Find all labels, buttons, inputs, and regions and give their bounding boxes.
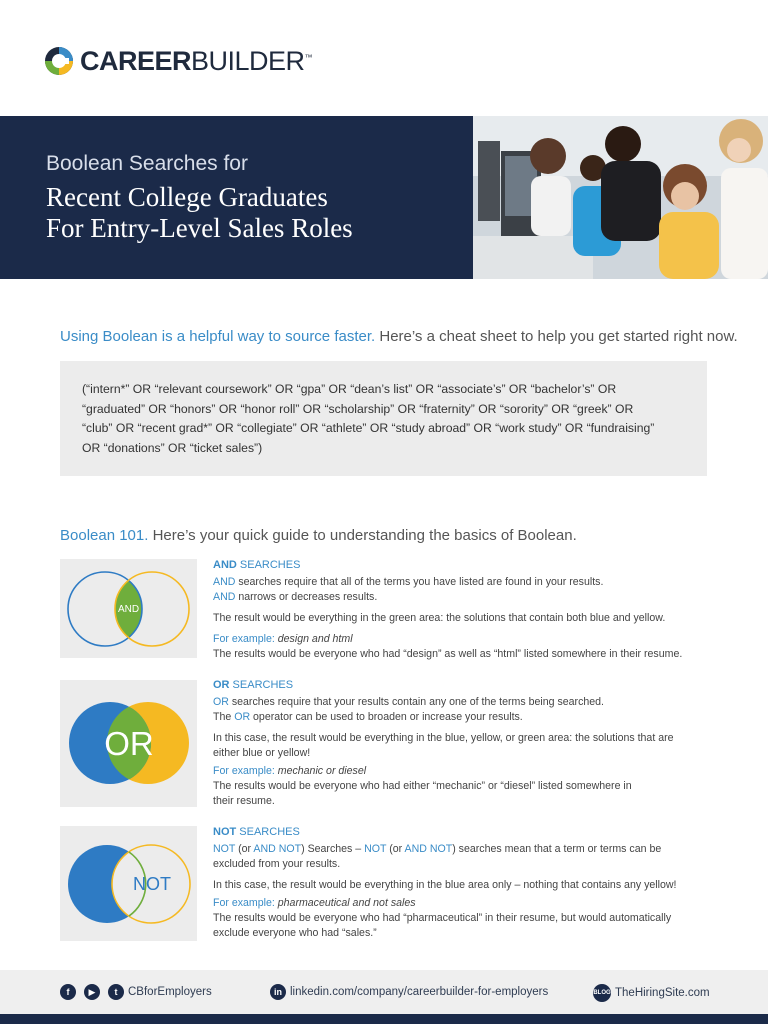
or-venn-diagram [60, 680, 197, 807]
or-section-heading: OR SEARCHES [213, 679, 294, 691]
or-p4-line1: The results would be everyone who had either “mechanic” or “diesel” listed somewhere in [213, 780, 632, 792]
boolean-string-box [60, 361, 707, 476]
and-venn-label: AND [117, 604, 140, 615]
linkedin-link-group [270, 984, 548, 1000]
or-p1: OR searches require that your results contain any one of the terms being searched. [213, 696, 605, 708]
and-p4: The results would be everyone who had “design” as well as “html” listed somewhere in their resume. [213, 648, 683, 660]
linkedin-link[interactable]: linkedin.com/company/careerbuilder-for-employers [290, 986, 549, 998]
and-section [213, 558, 713, 662]
and-p3: The result would be everything in the green area: the solutions that contain both blue and yellow. [213, 612, 666, 624]
not-section [213, 825, 713, 941]
social-links [60, 984, 212, 1000]
not-p4-line1: The results would be everyone who had “pharmaceutical” in their resume, but would automatically [213, 912, 672, 924]
boolean-string-line3: “club” OR “recent grad*” OR “collegiate” OR “athlete” OR “study abroad” OR “work study” OR “fundraising” [82, 421, 655, 435]
and-example: For example: design and html [213, 633, 353, 645]
blog-icon[interactable]: BLOG [593, 984, 611, 1002]
hero-title-line1: Recent College Graduates [46, 182, 328, 212]
twitter-icon[interactable]: t [108, 984, 124, 1000]
logo-wordmark: CAREERBUILDER™ [80, 45, 313, 76]
careerbuilder-logo[interactable] [44, 46, 312, 76]
not-section-heading: NOT SEARCHES [213, 826, 300, 838]
boolean-101-highlight: Boolean 101. [60, 527, 149, 544]
footer [0, 970, 768, 1014]
intro-highlight: Using Boolean is a helpful way to source faster. [60, 328, 376, 345]
and-venn-diagram [60, 559, 197, 658]
hero-photo-students [473, 116, 768, 279]
not-p4-line2: exclude everyone who had “sales.” [213, 927, 377, 939]
or-p2: The OR operator can be used to broaden or increase your results. [213, 711, 523, 723]
students-at-computers-photo [473, 116, 768, 279]
hero-title [46, 182, 353, 244]
blog-link-group [593, 984, 710, 1002]
boolean-101-rest: Here’s your quick guide to understanding the basics of Boolean. [148, 527, 577, 544]
hero-banner [0, 116, 768, 279]
or-section [213, 678, 713, 809]
or-p4-line2: their resume. [213, 795, 275, 807]
not-venn-diagram [60, 826, 197, 941]
or-p3-line1: In this case, the result would be everything in the blue, yellow, or green area: the solutions that are [213, 732, 674, 744]
hero-subtitle: Boolean Searches for [46, 152, 248, 175]
or-venn-label: OR [104, 725, 154, 762]
not-p1-line2: excluded from your results. [213, 858, 341, 870]
boolean-string-line1: (“intern*” OR “relevant coursework” OR “gpa” OR “dean’s list” OR “associate’s” OR “bachelor’s” OR [82, 382, 617, 396]
linkedin-icon[interactable]: in [270, 984, 286, 1000]
boolean-string-line4: OR “donations” OR “ticket sales”) [82, 440, 263, 455]
or-example: For example: mechanic or diesel [213, 765, 367, 777]
hero-text [46, 152, 353, 244]
intro-text [60, 328, 738, 345]
careerbuilder-logo-icon [44, 46, 74, 76]
facebook-icon[interactable]: f [60, 984, 76, 1000]
intro-rest: Here’s a cheat sheet to help you get started right now. [375, 328, 738, 345]
youtube-icon[interactable]: ▶ [84, 984, 100, 1000]
not-p3: In this case, the result would be everything in the blue area only – nothing that contains any yellow! [213, 879, 677, 891]
and-p1: AND searches require that all of the terms you have listed are found in your results. [213, 576, 604, 588]
hero-title-line2: For Entry-Level Sales Roles [46, 213, 353, 243]
footer-bottom-bar [0, 1014, 768, 1024]
social-handle-link[interactable]: CBforEmployers [128, 986, 212, 998]
boolean-string-line2: “graduated” OR “honors” OR “honor roll” OR “scholarship” OR “fraternity” OR “sorority” OR “greek” OR [82, 401, 634, 416]
blog-link[interactable]: TheHiringSite.com [615, 987, 710, 999]
or-p3-line2: either blue or yellow! [213, 747, 311, 759]
not-example: For example: pharmaceutical and not sales [213, 897, 416, 909]
not-p1: NOT (or AND NOT) Searches – NOT (or AND NOT) searches mean that a term or terms can be [213, 843, 662, 855]
not-venn-label: NOT [133, 874, 171, 894]
and-p2: AND narrows or decreases results. [213, 591, 378, 603]
boolean-101-heading [60, 527, 577, 544]
and-section-heading: AND SEARCHES [213, 559, 301, 571]
